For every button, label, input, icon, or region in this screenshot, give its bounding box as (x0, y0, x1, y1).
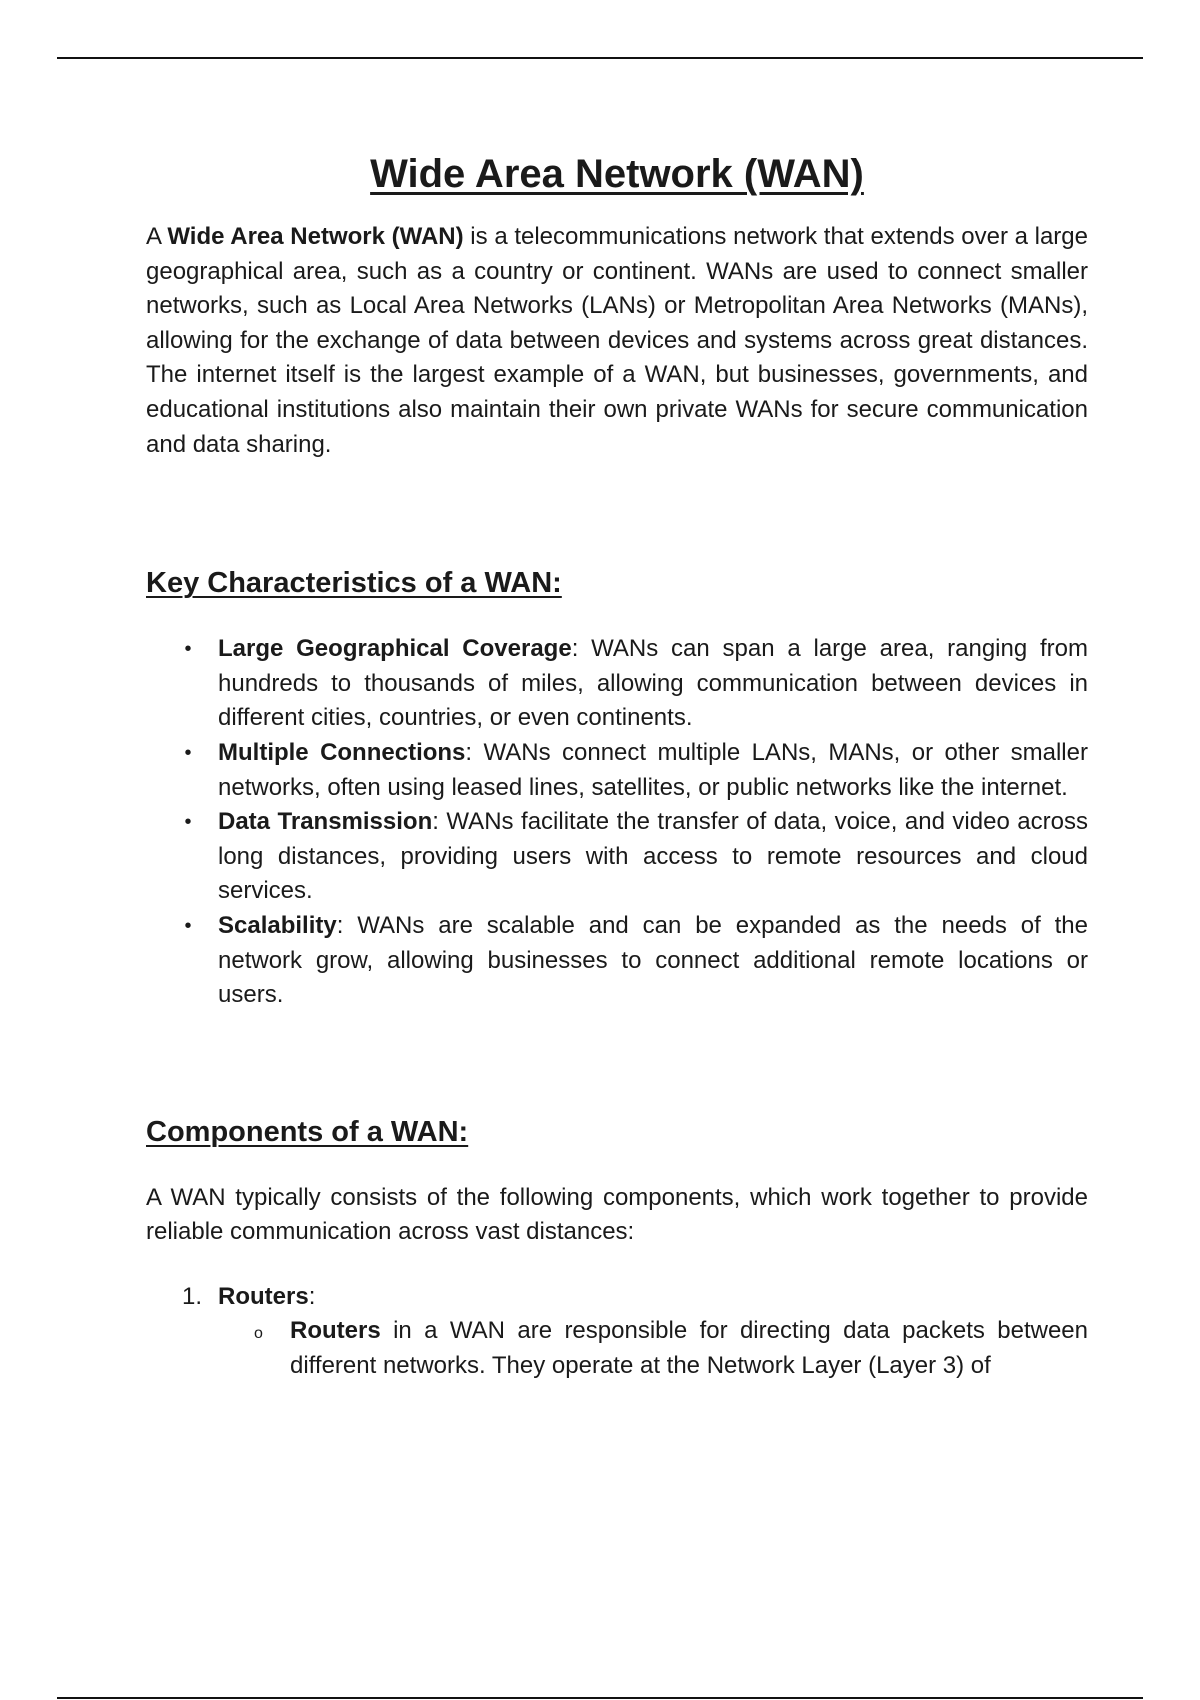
list-item (184, 805, 1088, 909)
document-title: Wide Area Network (WAN) (370, 152, 864, 196)
intro-prefix: A (146, 223, 168, 250)
list-item (184, 909, 1088, 1013)
list-item-text: : WANs are scalable and can be expanded as the needs of the network grow, allowing businesses to connect additional remote locations or users. (218, 911, 1088, 1009)
list-item-term: Multiple Connections (218, 738, 466, 766)
list-item-text: : WANs facilitate the transfer of data, voice, and video across long distances, providing users with access to remote resources and cloud services. (218, 808, 1088, 905)
list-item-text: : WANs can span a large area, ranging from hundreds to thousands of miles, allowing communication between devices in different cities, countries, or even continents. (218, 635, 1088, 732)
key-characteristics-list (146, 632, 1088, 1013)
list-item (184, 736, 1088, 805)
components-list (146, 1280, 1088, 1384)
bullet-icon: • (184, 811, 192, 834)
component-term: Routers (218, 1282, 309, 1310)
footer-rule (57, 1697, 1143, 1699)
list-item (184, 632, 1088, 736)
header-rule (57, 57, 1143, 59)
list-number: 1. (182, 1282, 203, 1310)
key-characteristics-heading: Key Characteristics of a WAN: (146, 567, 562, 600)
component-term-suffix: : (308, 1282, 316, 1310)
list-item-term: Scalability (218, 911, 337, 939)
components-intro: A WAN typically consists of the following components, which work together to provide reliable communication across vast distances: (146, 1183, 1088, 1246)
sub-item-term: Routers (290, 1317, 381, 1345)
list-item (182, 1280, 1088, 1384)
intro-paragraph (146, 220, 1088, 462)
intro-term: Wide Area Network (WAN) (167, 223, 464, 250)
bullet-icon: • (184, 741, 192, 764)
sub-item-text: in a WAN are responsible for directing data packets between different networks. They operate at the Network Layer (Layer 3) of (290, 1317, 1088, 1380)
bullet-icon: • (184, 914, 192, 937)
circle-bullet-icon: o (254, 1325, 263, 1343)
document-body (146, 150, 1088, 1384)
components-heading: Components of a WAN: (146, 1115, 469, 1148)
bullet-icon: • (184, 638, 192, 661)
intro-body: is a telecommunications network that extends over a large geographical area, such as a country or continent. WANs are used to connect smaller networks, such as Local Area Networks (LANs) or Metropolitan Area Networks (MANs), allowing for the exchange of data between devices and systems across great distances. The internet itself is the largest example of a WAN, but businesses, governments, and educational institutions also maintain their own private WANs for secure communication and data sharing. (146, 223, 1088, 458)
list-item-text: : WANs connect multiple LANs, MANs, or other smaller networks, often using leased lines, satellites, or public networks like the internet. (218, 738, 1088, 801)
list-item-term: Data Transmission (218, 808, 433, 836)
sub-list-item (254, 1314, 1088, 1383)
list-item-term: Large Geographical Coverage (218, 635, 572, 663)
component-sub-list (218, 1314, 1088, 1383)
